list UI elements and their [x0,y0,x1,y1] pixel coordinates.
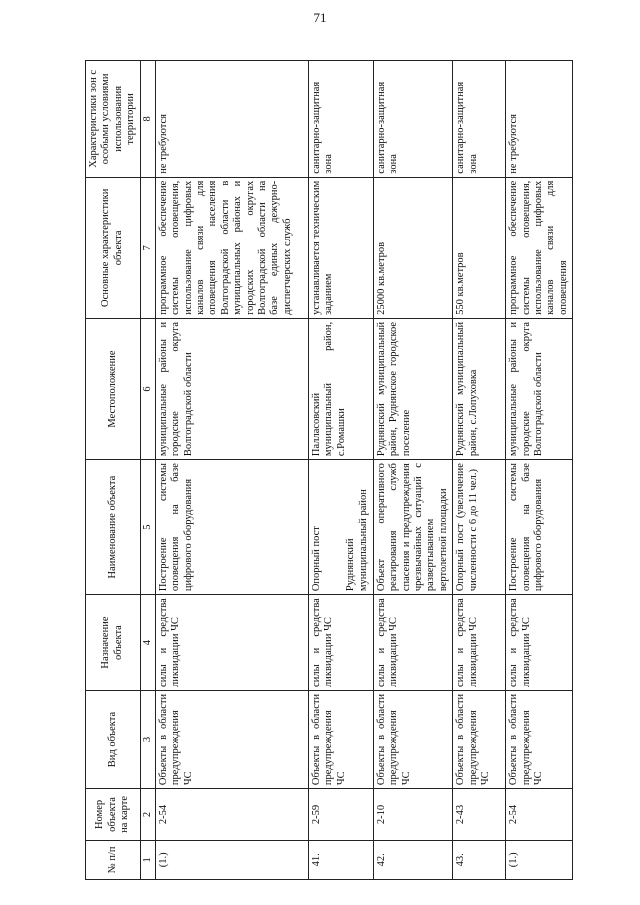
map-number: 2-59 [308,789,373,841]
object-location: Палласовский муниципальный район, с.Ромашки [308,318,373,459]
row-index: 42. [373,840,452,879]
row-index: 41. [308,840,373,879]
column-number: 2 [140,789,155,841]
column-number: 7 [140,177,155,318]
object-location: Руднянский муниципальный район, Руднянское городское поселение [373,318,452,459]
header-row [86,61,141,880]
page-number: 71 [313,10,327,25]
object-kind: Объекты в области предупреждения ЧС [453,690,506,788]
object-name-text: Опорный пост [310,526,322,592]
column-number: 5 [140,460,155,595]
object-name: Построение системы оповещения на базе цифрового оборудования [506,460,573,595]
header-cell: Вид объекта [86,690,141,788]
map-number: 2-54 [155,789,308,841]
object-purpose: силы и средства ликвидации ЧС [506,595,573,691]
object-location: муниципальные районы и городские округа Волгоградской области [506,318,573,459]
table-row [453,61,506,880]
header-cell: Характеристики зон с особыми условиями использования территории [86,61,141,178]
object-location: Руднянский муниципальный район, с.Лопуховка [453,318,506,459]
column-number: 1 [140,840,155,879]
object-kind: Объекты в области предупреждения ЧС [373,690,452,788]
object-name [308,460,373,595]
header-cell: № п/п [86,840,141,879]
zone-characteristics: санитарно-защитная зона [453,61,506,178]
column-number: 3 [140,690,155,788]
map-number: 2-10 [373,789,452,841]
object-kind: Объекты в области предупреждения ЧС [308,690,373,788]
header-cell: Местоположение [86,318,141,459]
object-characteristics: 550 кв.метров [453,177,506,318]
row-index: (1.) [506,840,573,879]
object-characteristics: устанавливается техническим заданием [308,177,373,318]
object-purpose: силы и средства ликвидации ЧС [155,595,308,691]
table-row [308,61,373,880]
column-number: 8 [140,61,155,178]
zone-characteristics: не требуются [506,61,573,178]
table-row [155,61,308,880]
object-purpose: силы и средства ликвидации ЧС [373,595,452,691]
object-kind: Объекты в области предупреждения ЧС [506,690,573,788]
header-cell: Основные характеристики объекта [86,177,141,318]
object-location: муниципальные районы и городские округа Волгоградской области [155,318,308,459]
header-cell: Наименование объекта [86,460,141,595]
column-number-row [140,61,155,880]
object-name: Объект оперативного реагирования служб спасения и предупреждения чрезвычайных ситуаций с развертыванием вертолетной площадки [373,460,452,595]
column-number: 4 [140,595,155,691]
header-cell: Назначение объекта [86,595,141,691]
table-row [373,61,452,880]
zone-characteristics: не требуются [155,61,308,178]
object-purpose: силы и средства ликвидации ЧС [308,595,373,691]
row-index: 43. [453,840,506,879]
object-characteristics: 25000 кв.метров [373,177,452,318]
zone-characteristics: санитарно-защитная зона [373,61,452,178]
object-purpose: силы и средства ликвидации ЧС [453,595,506,691]
map-number: 2-43 [453,789,506,841]
column-number: 6 [140,318,155,459]
zone-characteristics: санитарно-защитная зона [308,61,373,178]
object-kind: Объекты в области предупреждения ЧС [155,690,308,788]
header-cell: Номер объекта на карте [86,789,141,841]
table-row [506,61,573,880]
map-number: 2-54 [506,789,573,841]
object-name: Построение системы оповещения на базе цифрового оборудования [155,460,308,595]
object-name: Опорный пост (увеличение численности с 6 до 11 чел.) [453,460,506,595]
rotated-table-container [85,60,625,880]
row-index: (1.) [155,840,308,879]
section-label: Руднянский муниципальный район [345,489,369,592]
objects-table [85,60,573,880]
object-characteristics: программное обеспечение системы оповещения, использование цифровых каналов связи для оповещения населения Волгоградской области в муниципальных районах и городских округах Волгоградской области на базе единых дежурно-диспетчерских служб [155,177,308,318]
object-characteristics: программное обеспечение системы оповещения, использование цифровых каналов связи для оповещения [506,177,573,318]
